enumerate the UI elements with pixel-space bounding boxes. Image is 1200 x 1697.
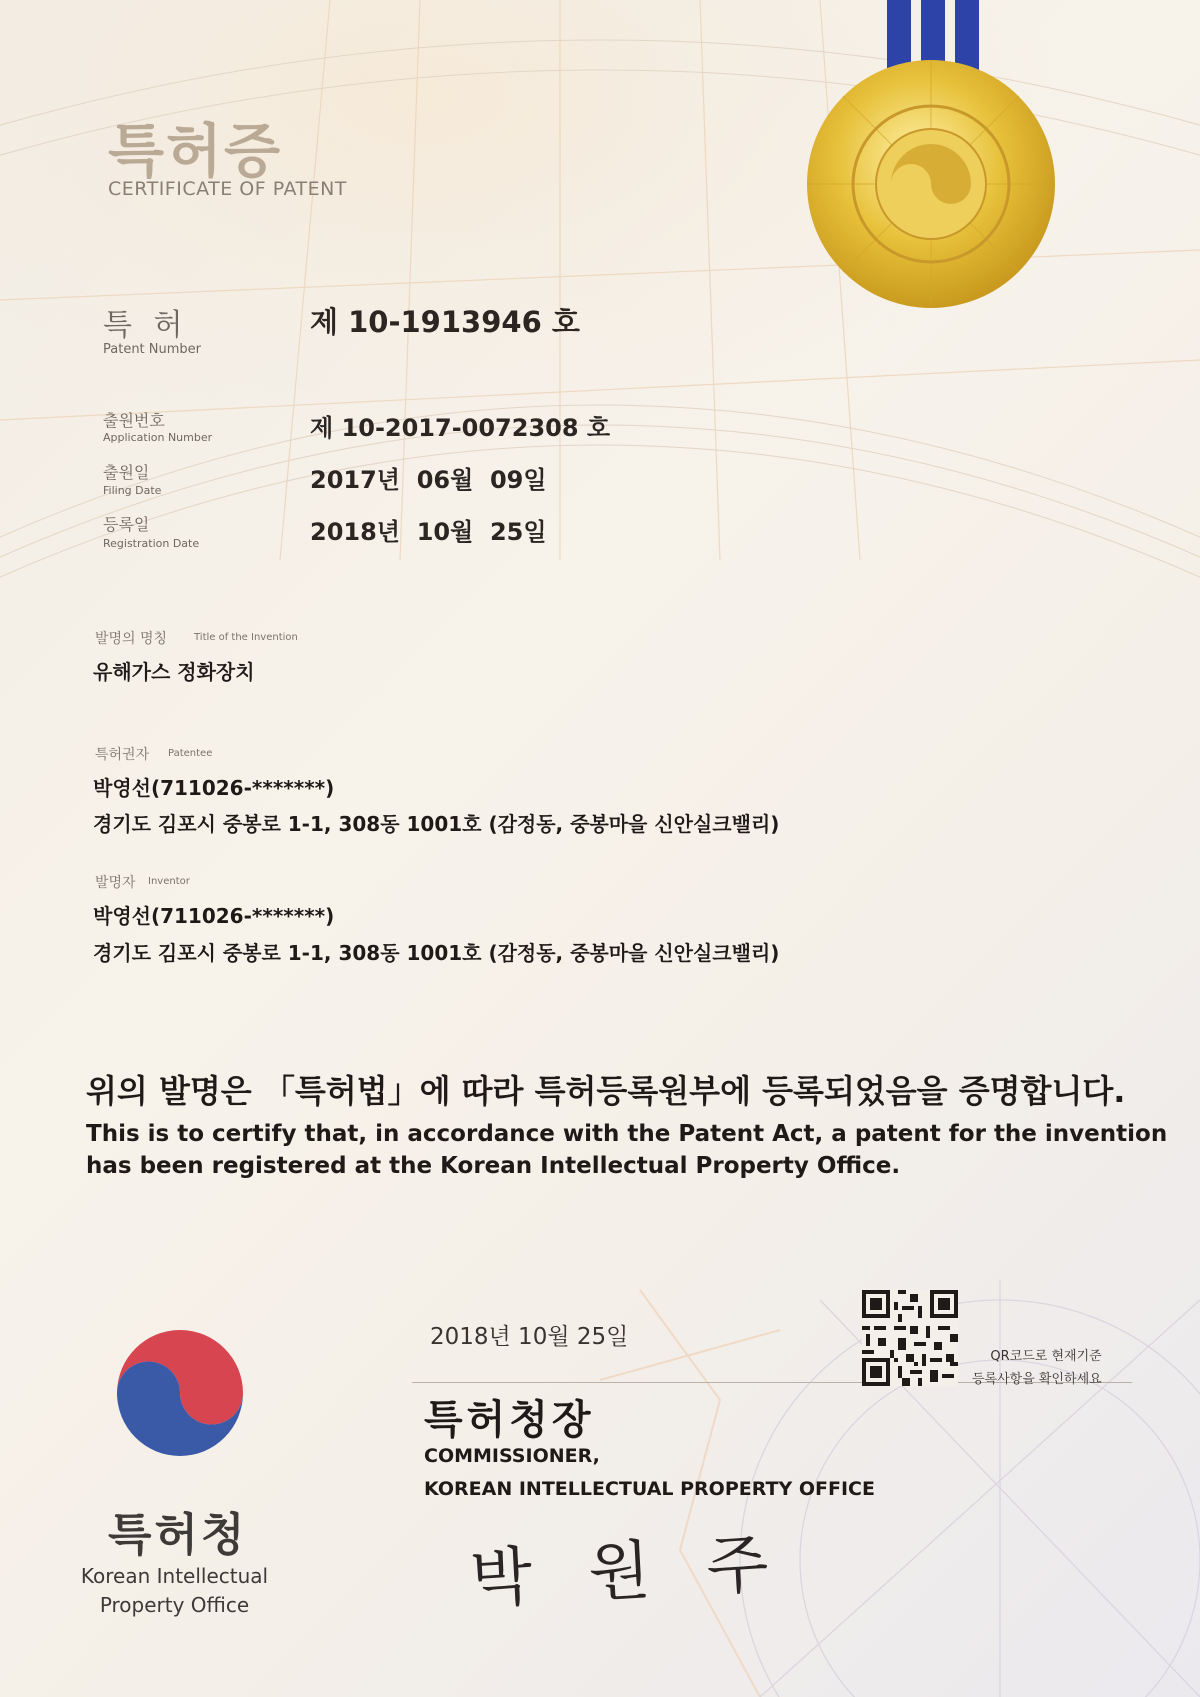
application-number-value: 제 10-2017-0072308 호 bbox=[310, 414, 611, 442]
certification-statement-en bbox=[86, 1118, 1167, 1182]
invention-title-label: 발명의 명칭 bbox=[95, 631, 168, 647]
office-name-ko: 특허청 bbox=[108, 1508, 248, 1561]
patent-number-label: 특 허 bbox=[103, 308, 189, 343]
patent-number-value: 제 10-1913946 호 bbox=[310, 305, 580, 339]
commissioner-title-ko: 특허청장 bbox=[424, 1397, 595, 1443]
registration-date-label-en: Registration Date bbox=[103, 537, 200, 550]
certificate-subtitle: CERTIFICATE OF PATENT bbox=[108, 178, 347, 200]
invention-title-label-en: Title of the Invention bbox=[194, 632, 298, 643]
patentee-address: 경기도 김포시 중봉로 1-1, 308동 1001호 (감정동, 중봉마을 신안실크밸리) bbox=[93, 812, 780, 836]
inventor-name: 박영선(711026-*******) bbox=[93, 904, 335, 928]
filing-date-value: 2017년 06월 09일 bbox=[310, 466, 547, 494]
certificate-title: 특허증 bbox=[108, 117, 283, 185]
issue-date: 2018년 10월 25일 bbox=[430, 1324, 629, 1350]
patent-number-label-en: Patent Number bbox=[103, 342, 202, 357]
application-number-label: 출원번호 bbox=[103, 411, 165, 430]
qr-code-icon[interactable] bbox=[862, 1290, 958, 1386]
patentee-name: 박영선(711026-*******) bbox=[93, 776, 335, 800]
inventor-label-en: Inventor bbox=[148, 876, 190, 887]
patentee-label-en: Patentee bbox=[168, 748, 213, 759]
registration-date-value: 2018년 10월 25일 bbox=[310, 518, 547, 546]
application-number-label-en: Application Number bbox=[103, 431, 213, 444]
gold-seal-icon bbox=[770, 0, 1090, 400]
filing-date-label: 출원일 bbox=[103, 463, 150, 482]
commissioner-title-en bbox=[424, 1440, 875, 1506]
qr-code-note-line2: 등록사항을 확인하세요 bbox=[972, 1372, 1102, 1387]
office-name-en: Korean Intellectual Property Office bbox=[80, 1564, 269, 1617]
qr-code-note bbox=[972, 1345, 1102, 1391]
commissioner-title-en-line2: KOREAN INTELLECTUAL PROPERTY OFFICE bbox=[424, 1478, 875, 1500]
qr-code-note-line1: QR코드로 현재기준 bbox=[990, 1349, 1102, 1364]
commissioner-title-en-line1: COMMISSIONER, bbox=[424, 1445, 600, 1467]
inventor-label: 발명자 bbox=[95, 875, 136, 891]
inventor-address: 경기도 김포시 중봉로 1-1, 308동 1001호 (감정동, 중봉마을 신안실크밸리) bbox=[93, 941, 780, 965]
registration-date-label: 등록일 bbox=[103, 515, 150, 534]
certification-statement-en-line2: has been registered at the Korean Intellectual Property Office. bbox=[86, 1153, 901, 1179]
commissioner-signature: 박 원 주 bbox=[468, 1526, 789, 1618]
invention-title: 유해가스 정화장치 bbox=[93, 660, 255, 684]
patentee-label: 특허권자 bbox=[95, 747, 150, 763]
kipo-taegeuk-logo-icon bbox=[105, 1318, 255, 1468]
certification-statement-ko: 위의 발명은 「특허법」에 따라 특허등록원부에 등록되었음을 증명합니다. bbox=[86, 1072, 1126, 1110]
filing-date-label-en: Filing Date bbox=[103, 484, 162, 497]
certification-statement-en-line1: This is to certify that, in accordance with the Patent Act, a patent for the invention bbox=[86, 1121, 1168, 1147]
